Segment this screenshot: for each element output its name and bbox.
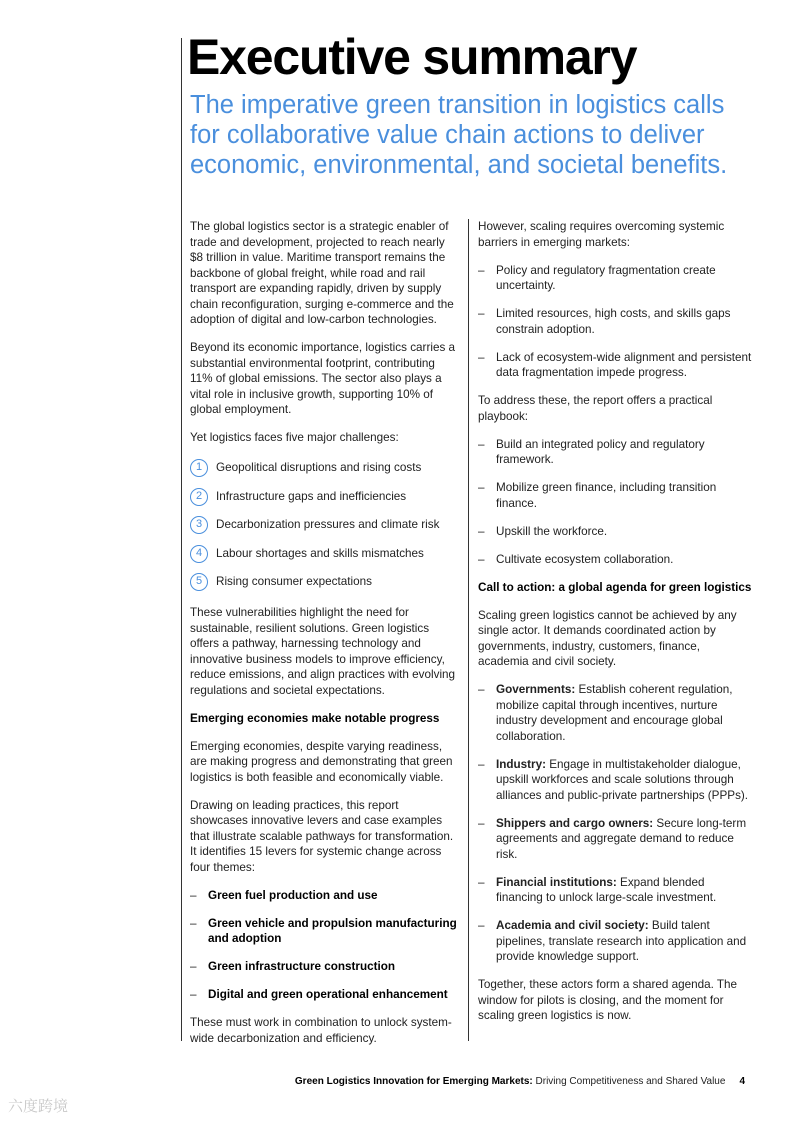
theme-item: [190, 888, 458, 904]
list-item-text: Build an integrated policy and regulatory framework.: [496, 437, 705, 466]
dash-bullet: –: [478, 263, 485, 277]
number-circle-icon: 4: [190, 545, 208, 563]
footprint-paragraph: Beyond its economic importance, logistics carries a substantial environmental footprint, contributing 11% of global emissions. The sector also plays a vital role in inclusive growth, supporting 10% of global employment.: [190, 341, 456, 416]
barrier-item: [478, 350, 753, 381]
dash-bullet: –: [190, 960, 197, 973]
dash-bullet: –: [190, 988, 197, 1001]
dash-bullet: –: [478, 350, 485, 364]
closing-paragraph: Together, these actors form a shared agenda. The window for pilots is closing, and the moment for scaling green logistics is now.: [478, 978, 738, 1022]
page-title: Executive summary: [187, 29, 637, 85]
number-circle-icon: 5: [190, 573, 208, 591]
challenges-intro: Yet logistics faces five major challenges:: [190, 431, 399, 444]
levers-paragraph: Drawing on leading practices, this report showcases innovative levers and case examples that illustrate scalable pathways for transformation. It identifies 15 levers for systemic change across four themes:: [190, 798, 454, 874]
theme-item: [190, 987, 458, 1003]
page-footer: [295, 1076, 745, 1087]
list-item-text: Secure long-term agreements and aggregate demand to reduce risk.: [496, 816, 747, 861]
list-item-text: Limited resources, high costs, and skills gaps constrain adoption.: [496, 307, 731, 336]
number-circle-icon: 2: [190, 488, 208, 506]
barrier-item: [478, 263, 753, 294]
themes-list: [190, 888, 458, 1003]
list-item-text: Digital and green operational enhancement: [208, 988, 448, 1001]
footer-report-title: Green Logistics Innovation for Emerging Markets:: [294, 1076, 533, 1087]
dash-bullet: –: [478, 816, 485, 830]
footer-report-subtitle: Driving Competitiveness and Shared Value: [532, 1076, 726, 1087]
list-item-text: Upskill the workforce.: [496, 524, 608, 538]
list-item-text: Green infrastructure construction: [208, 960, 396, 973]
actor-item: [478, 875, 753, 906]
dash-bullet: –: [478, 524, 485, 538]
dash-bullet: –: [190, 916, 197, 930]
list-item-text: Mobilize green finance, including transition finance.: [496, 481, 717, 510]
playbook-item: [478, 437, 753, 468]
actor-label: Industry:: [496, 757, 546, 771]
dash-bullet: –: [478, 552, 485, 566]
playbook-item: [478, 480, 753, 511]
barrier-item: [478, 306, 753, 337]
column-divider-rule: [468, 219, 469, 1041]
playbook-intro: To address these, the report offers a practical playbook:: [478, 394, 713, 423]
actor-label: Financial institutions:: [496, 875, 617, 889]
actor-item: [478, 757, 753, 804]
dash-bullet: –: [478, 683, 485, 696]
page-subtitle: The imperative green transition in logistics calls for collaborative value chain actions to deliver economic, environmental, and societal benefits.: [190, 91, 728, 179]
call-to-action-paragraph: Scaling green logistics cannot be achieved by any single actor. It demands coordinated action by governments, industry, customers, finance, academia and civil society.: [478, 608, 737, 668]
actor-label: Academia and civil society:: [496, 919, 649, 932]
list-item-text: Green vehicle and propulsion manufacturing and adoption: [208, 916, 457, 945]
challenge-item: [190, 487, 458, 507]
playbook-item: [478, 524, 753, 540]
actor-label: Shippers and cargo owners:: [496, 816, 654, 830]
actor-item: [478, 918, 753, 965]
left-column: [190, 219, 458, 1059]
dash-bullet: –: [478, 757, 485, 771]
challenge-text: Labour shortages and skills mismatches: [216, 546, 424, 560]
challenge-item: [190, 515, 458, 535]
emerging-paragraph: Emerging economies, despite varying readiness, are making progress and demonstrating that green logistics is both feasible and economically viable.: [190, 739, 453, 784]
challenge-text: Infrastructure gaps and inefficiencies: [216, 489, 407, 503]
dash-bullet: –: [478, 919, 485, 932]
vulnerabilities-paragraph: These vulnerabilities highlight the need for sustainable, resilient solutions. Green logistics offers a pathway, harnessing technology and innovative business models to improve efficiency, reduce emissions, and align practices with evolving regulations and societal expectations.: [190, 606, 456, 697]
list-item-text: Green fuel production and use: [208, 888, 378, 902]
actors-list: [478, 682, 753, 965]
challenge-item: [190, 544, 458, 564]
theme-item: [190, 959, 458, 975]
dash-bullet: –: [478, 481, 485, 494]
actor-item: [478, 816, 753, 863]
list-item-text: Cultivate ecosystem collaboration.: [496, 552, 674, 566]
playbook-list: [478, 437, 753, 568]
dash-bullet: –: [478, 875, 485, 889]
dash-bullet: –: [478, 437, 485, 451]
barriers-intro: However, scaling requires overcoming systemic barriers in emerging markets:: [478, 220, 725, 249]
number-circle-icon: 1: [190, 459, 208, 477]
right-column: [478, 219, 753, 1036]
combination-paragraph: These must work in combination to unlock system-wide decarbonization and efficiency.: [190, 1016, 452, 1045]
header-rule: [181, 38, 182, 1041]
number-circle-icon: 3: [190, 516, 208, 534]
challenge-text: Geopolitical disruptions and rising costs: [216, 461, 422, 475]
intro-paragraph: The global logistics sector is a strategic enabler of trade and development, projected to reach nearly $8 trillion in value. Maritime transport remains the backbone of global freight, while road and rail transport are expanding rapidly, driven by supply chain reconfiguration, surging e-commerce and the adoption of digital and low-carbon technologies.: [190, 220, 454, 326]
theme-item: [190, 916, 458, 947]
actor-label: Governments:: [496, 683, 576, 696]
dash-bullet: –: [190, 888, 197, 902]
challenge-text: Rising consumer expectations: [216, 575, 372, 589]
playbook-item: [478, 552, 753, 568]
challenge-item: [190, 572, 458, 592]
list-item-text: Engage in multistakeholder dialogue, upskill workforces and scale solutions through alliances and public-private partnerships (PPPs).: [496, 757, 749, 802]
challenge-text: Decarbonization pressures and climate risk: [216, 518, 440, 532]
dash-bullet: –: [478, 307, 485, 320]
challenges-list: [190, 458, 458, 592]
list-item-text: Expand blended financing to unlock large-scale investment.: [496, 875, 717, 904]
actor-item: [478, 682, 753, 744]
watermark-logo: 六度跨境: [8, 1098, 69, 1115]
challenge-item: [190, 458, 458, 478]
barriers-list: [478, 263, 753, 381]
list-item-text: Establish coherent regulation, mobilize capital through incentives, nurture industry development and encourage global collaboration.: [496, 683, 733, 743]
emerging-economies-heading: Emerging economies make notable progress: [190, 711, 440, 725]
page-number: 4: [739, 1076, 745, 1087]
call-to-action-heading: Call to action: a global agenda for green logistics: [478, 580, 752, 594]
list-item-text: Build talent pipelines, translate research into application and provide knowledge support.: [496, 919, 747, 963]
list-item-text: Policy and regulatory fragmentation create uncertainty.: [496, 263, 716, 292]
list-item-text: Lack of ecosystem-wide alignment and persistent data fragmentation impede progress.: [496, 350, 752, 379]
